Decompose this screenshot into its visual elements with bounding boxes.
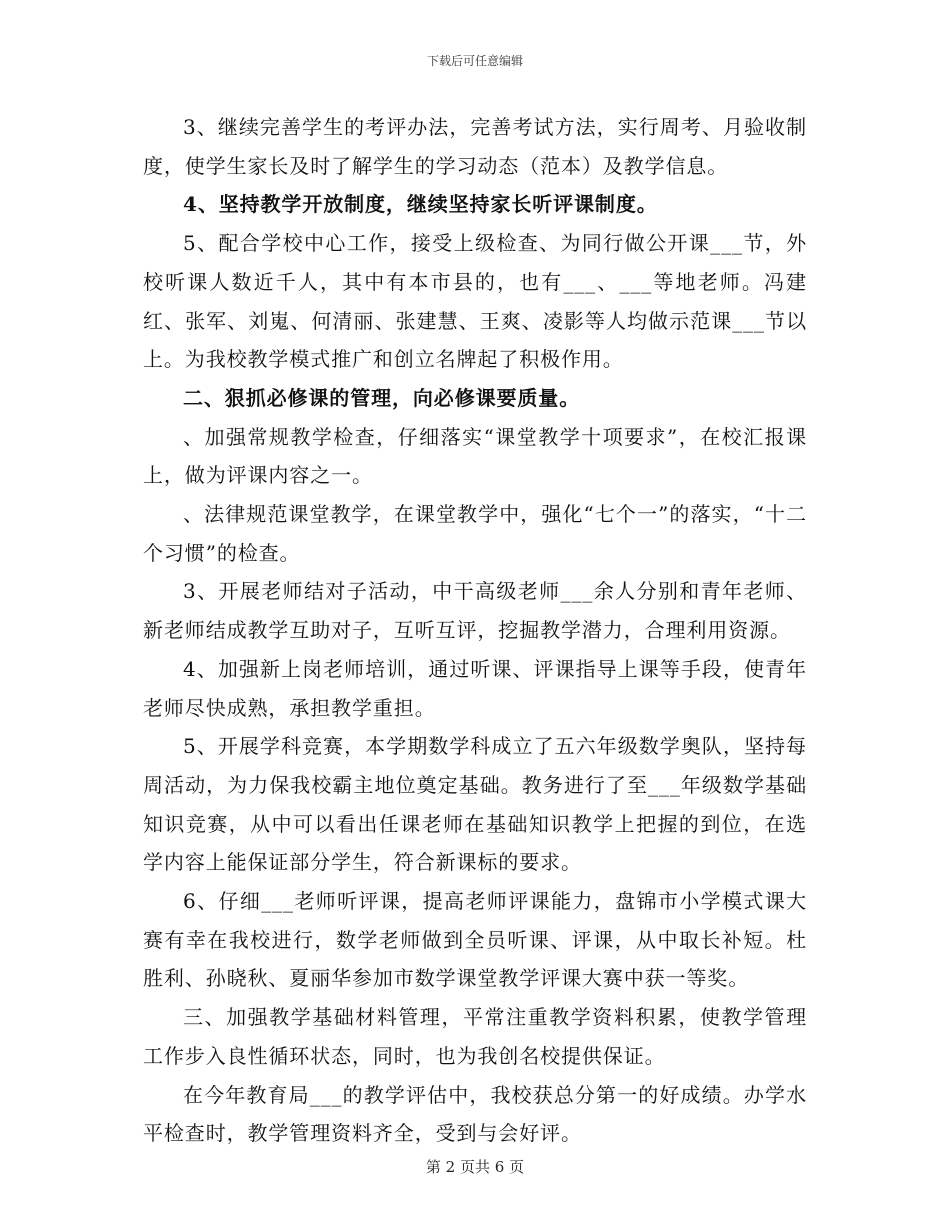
page-footer: 第 2 页共 6 页 [425,1158,525,1176]
paragraph: 在今年教育局___的教学评估中，我校获总分第一的好成绩。办学水平检查时，教学管理资料齐全，受到与会好评。 [143,1082,807,1146]
document-body [143,108,807,1153]
paragraph: 3、开展老师结对子活动，中干高级老师___余人分别和青年老师、新老师结成教学互助对子，互听互评，挖掘教学潜力，合理利用资源。 [143,579,807,643]
paragraph: 三、加强教学基础材料管理，平常注重教学资料积累，使教学管理工作步入良性循环状态，同时，也为我创名校提供保证。 [143,1005,807,1068]
paragraph: 5、配合学校中心工作，接受上级检查、为同行做公开课___节，外校听课人数近千人，其中有本市县的，也有___、___等地老师。冯建红、张军、刘嵬、何清丽、张建慧、王爽、凌影等人均做示范课___节以上。为我校教学模式推广和创立名牌起了积极作用。 [143,231,807,372]
paragraph: 6、仔细___老师听评课，提高老师评课能力，盘锦市小学模式课大赛有幸在我校进行，数学老师做到全员听课、评课，从中取长补短。杜胜利、孙晓秋、夏丽华参加市数学课堂教学评课大赛中获一等奖。 [143,889,807,991]
paragraph: 4、加强新上岗老师培训，通过听课、评课指导上课等手段，使青年老师尽快成熟，承担教学重担。 [143,656,807,720]
paragraph: 3、继续完善学生的考评办法，完善考试方法，实行周考、月验收制度，使学生家长及时了解学生的学习动态（范本）及教学信息。 [143,115,807,178]
page-header: 下载后可任意编辑 [426,54,523,68]
paragraph: 、法律规范课堂教学，在课堂教学中，强化“七个一”的落实，“十二个习惯”的检查。 [143,502,807,565]
section-heading: 二、狠抓必修课的管理，向必修课要质量。 [183,385,581,410]
paragraph: 4、坚持教学开放制度，继续坚持家长听评课制度。 [183,192,658,217]
paragraph: 5、开展学科竞赛，本学期数学科成立了五六年级数学奥队，坚持每周活动，为力保我校霸主地位奠定基础。教务进行了至___年级数学基础知识竞赛，从中可以看出任课老师在基础知识教学上把握的到位，在选学内容上能保证部分学生，符合新课标的要求。 [143,734,807,875]
paragraph: 、加强常规教学检查，仔细落实“课堂教学十项要求”，在校汇报课上，做为评课内容之一。 [143,424,807,488]
